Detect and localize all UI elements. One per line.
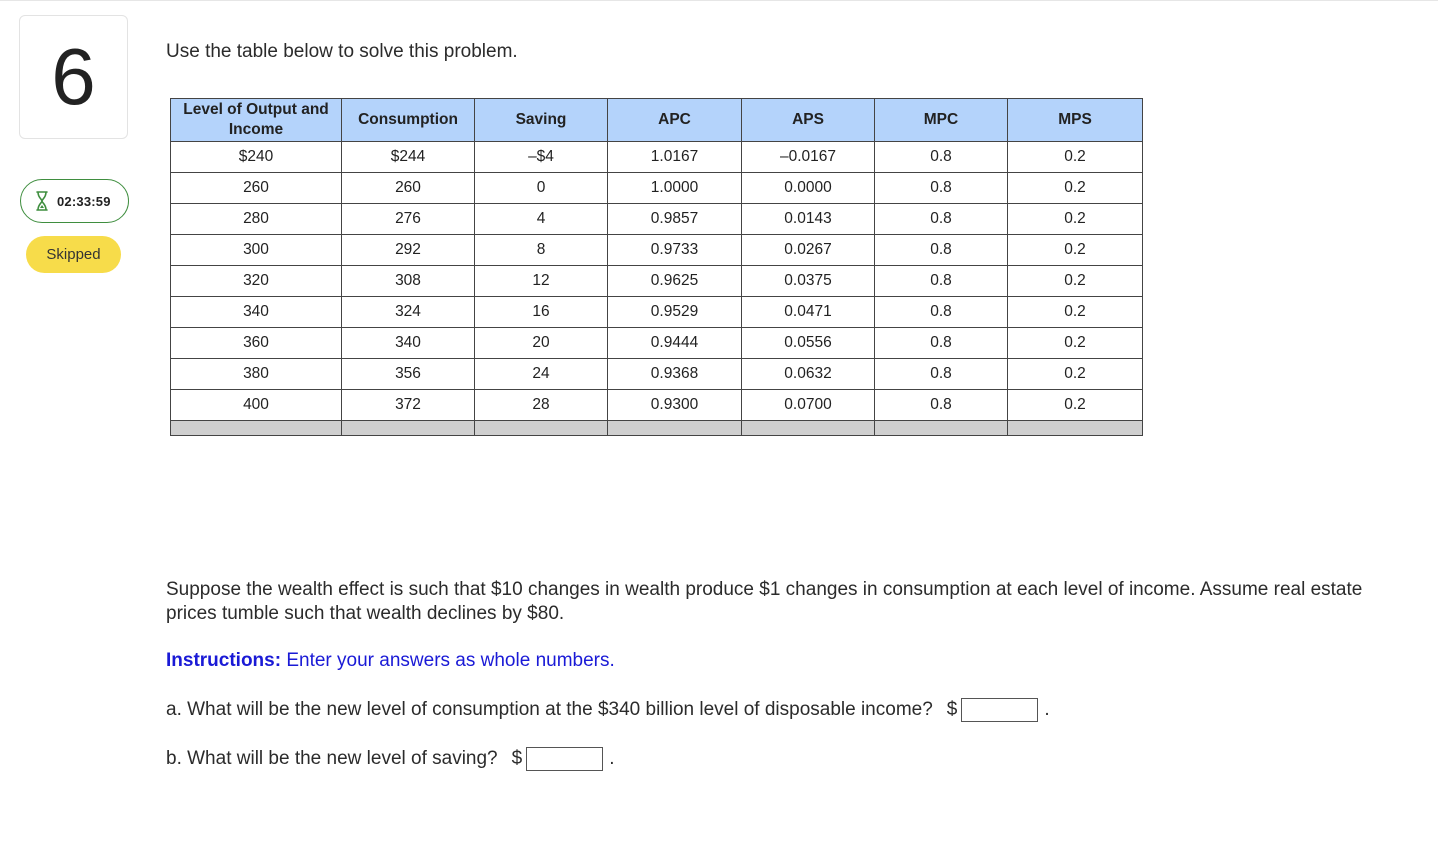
table-row — [171, 173, 1143, 204]
table-cell: $240 — [171, 142, 342, 173]
table-cell: 16 — [475, 297, 608, 328]
header-consumption: Consumption — [342, 99, 475, 142]
header-mps: MPS — [1008, 99, 1143, 142]
table-cell: 0.8 — [875, 297, 1008, 328]
table-cell: 0.8 — [875, 328, 1008, 359]
table-cell: 0.2 — [1008, 173, 1143, 204]
table-cell: 0.2 — [1008, 328, 1143, 359]
table-footer-cell — [342, 421, 475, 436]
consumption-table — [170, 98, 1143, 436]
table-cell: 0 — [475, 173, 608, 204]
part-a-period: . — [1044, 699, 1050, 720]
table-cell: 300 — [171, 235, 342, 266]
table-cell: 0.9857 — [608, 204, 742, 235]
part-b-answer-input[interactable] — [526, 747, 603, 771]
table-cell: 0.2 — [1008, 204, 1143, 235]
question-part-a — [166, 698, 1050, 722]
table-cell: 0.0375 — [742, 266, 875, 297]
table-cell: 260 — [171, 173, 342, 204]
part-a-text: a. What will be the new level of consumption at the $340 billion level of disposable income? — [166, 699, 933, 720]
table-cell: 320 — [171, 266, 342, 297]
table-footer-cell — [608, 421, 742, 436]
table-row — [171, 266, 1143, 297]
header-aps: APS — [742, 99, 875, 142]
table-cell: 12 — [475, 266, 608, 297]
table-cell: 0.8 — [875, 235, 1008, 266]
table-cell: 1.0000 — [608, 173, 742, 204]
table-cell: 0.0267 — [742, 235, 875, 266]
table-cell: 380 — [171, 359, 342, 390]
table-cell: 1.0167 — [608, 142, 742, 173]
timer-badge — [20, 179, 129, 223]
table-cell: 356 — [342, 359, 475, 390]
table-cell: 276 — [342, 204, 475, 235]
table-cell: 0.2 — [1008, 142, 1143, 173]
table-cell: 0.9300 — [608, 390, 742, 421]
intro-text: Use the table below to solve this problem. — [166, 41, 518, 62]
table-cell: 0.9368 — [608, 359, 742, 390]
table-cell: 360 — [171, 328, 342, 359]
table-cell: 0.8 — [875, 359, 1008, 390]
table-cell: 0.9625 — [608, 266, 742, 297]
hourglass-icon — [35, 191, 49, 211]
table-row — [171, 142, 1143, 173]
table-row — [171, 390, 1143, 421]
table-row — [171, 235, 1143, 266]
table-cell: $244 — [342, 142, 475, 173]
header-saving: Saving — [475, 99, 608, 142]
table-cell: 0.2 — [1008, 390, 1143, 421]
table-cell: 0.2 — [1008, 235, 1143, 266]
table-cell: 0.9733 — [608, 235, 742, 266]
table-cell: 280 — [171, 204, 342, 235]
part-b-period: . — [609, 748, 615, 769]
table-cell: 324 — [342, 297, 475, 328]
table-row — [171, 204, 1143, 235]
table-cell: 340 — [342, 328, 475, 359]
table-cell: 0.8 — [875, 266, 1008, 297]
table-header-row — [171, 99, 1143, 142]
table-cell: 8 — [475, 235, 608, 266]
table-cell: 0.0143 — [742, 204, 875, 235]
table-cell: 28 — [475, 390, 608, 421]
table-cell: 0.9444 — [608, 328, 742, 359]
table-cell: 308 — [342, 266, 475, 297]
instructions-text: Enter your answers as whole numbers. — [281, 650, 615, 671]
table-footer-cell — [171, 421, 342, 436]
skipped-badge: Skipped — [26, 236, 121, 273]
table-cell: 24 — [475, 359, 608, 390]
table-cell: 0.8 — [875, 204, 1008, 235]
table-footer-cell — [1008, 421, 1143, 436]
table-footer-cell — [742, 421, 875, 436]
table-row — [171, 297, 1143, 328]
table-cell: 4 — [475, 204, 608, 235]
table-cell: 0.0556 — [742, 328, 875, 359]
part-a-currency: $ — [946, 699, 958, 720]
table-cell: 0.2 — [1008, 266, 1143, 297]
problem-paragraph: Suppose the wealth effect is such that $10 changes in wealth produce $1 changes in consumption at each level of income. Assume real estate prices tumble such that wealth declines by $80. — [166, 579, 1363, 624]
table-cell: –0.0167 — [742, 142, 875, 173]
table-cell: 0.9529 — [608, 297, 742, 328]
header-mpc: MPC — [875, 99, 1008, 142]
table-cell: 372 — [342, 390, 475, 421]
table-cell: 0.8 — [875, 142, 1008, 173]
table-cell: 0.0471 — [742, 297, 875, 328]
table-cell: 260 — [342, 173, 475, 204]
table-cell: 0.0000 — [742, 173, 875, 204]
table-cell: 0.8 — [875, 173, 1008, 204]
part-a-answer-input[interactable] — [961, 698, 1038, 722]
table-row — [171, 359, 1143, 390]
table-cell: 0.8 — [875, 390, 1008, 421]
table-footer-cell — [875, 421, 1008, 436]
question-number: 6 — [19, 15, 128, 139]
instructions-label: Instructions: — [166, 650, 282, 671]
table-footer-cell — [475, 421, 608, 436]
timer-text: 02:33:59 — [57, 193, 111, 209]
table-cell: 0.0632 — [742, 359, 875, 390]
table-cell: 0.2 — [1008, 359, 1143, 390]
table-cell: 0.0700 — [742, 390, 875, 421]
table-cell: 0.2 — [1008, 297, 1143, 328]
table-cell: –$4 — [475, 142, 608, 173]
header-output-income: Level of Output and Income — [171, 99, 342, 142]
question-part-b — [166, 747, 614, 771]
part-b-currency: $ — [511, 748, 523, 769]
table-cell: 400 — [171, 390, 342, 421]
header-apc: APC — [608, 99, 742, 142]
instructions — [166, 650, 615, 672]
table-footer-row — [171, 421, 1143, 436]
table-cell: 292 — [342, 235, 475, 266]
top-divider — [0, 0, 1438, 1]
table-cell: 20 — [475, 328, 608, 359]
table-cell: 340 — [171, 297, 342, 328]
part-b-text: b. What will be the new level of saving? — [166, 748, 498, 769]
table-row — [171, 328, 1143, 359]
